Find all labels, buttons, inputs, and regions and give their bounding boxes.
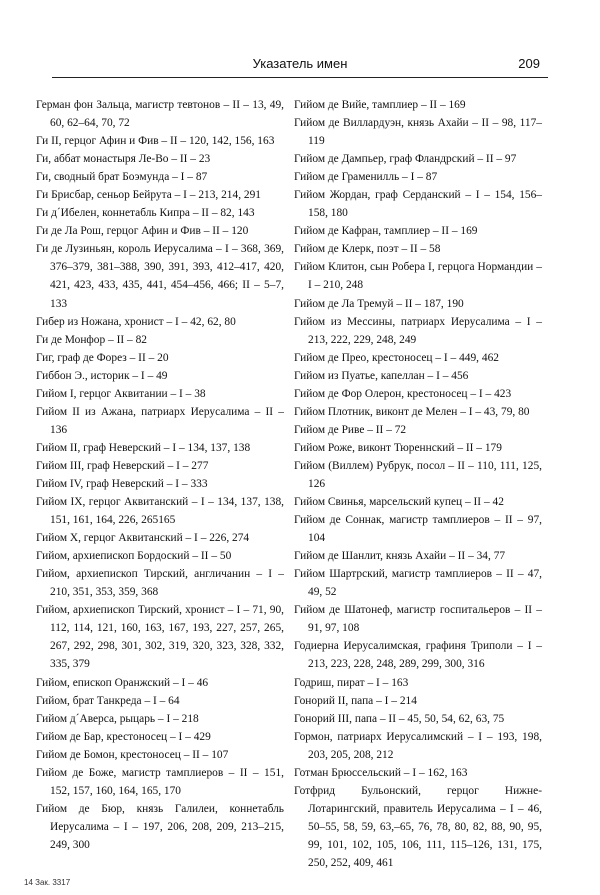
index-entry: Герман фон Зальца, магистр тевтонов – II – 13, 49, 60, 62–64, 70, 72 [36,99,284,130]
index-entry: Гийом III, граф Неверский – I – 277 [36,459,209,472]
index-entry: Ги, сводный брат Боэмунда – I – 87 [36,171,208,184]
index-entry: Гийом Роже, виконт Тюреннский – II – 179 [294,441,502,454]
page-number: 209 [518,56,540,71]
header-rule [52,77,548,78]
index-entry: Гийом де Ла Тремуй – II – 187, 190 [294,297,464,310]
index-entry: Гийом де Боже, магистр тамплиеров – II – 151, 152, 157, 160, 164, 165, 170 [36,766,284,797]
index-entry: Гийом де Бюр, князь Галилеи, коннетабль Иерусалима – I – 197, 206, 208, 209, 213–215, 249, 300 [36,802,284,851]
index-column-right [294,96,542,872]
print-signature-mark: 14 Зак. 3317 [24,878,71,887]
index-entry: Гонорий II, папа – I – 214 [294,694,417,707]
index-entry: Гийом IX, герцог Аквитанский – I – 134, 137, 138, 151, 161, 164, 226, 265165 [36,496,284,527]
index-entry: Гийом IV, граф Неверский – I – 333 [36,477,208,490]
index-entry: Гибер из Ножана, хронист – I – 42, 62, 80 [36,315,236,328]
index-entry: Гийом де Фор Олерон, крестоносец – I – 423 [294,387,512,400]
index-entry: Гийом (Виллем) Рубрук, посол – II – 110, 111, 125, 126 [294,459,542,490]
index-entry: Гийом де Шатонеф, магистр госпитальеров – II – 91, 97, 108 [294,604,542,635]
index-entry: Гийом де Прео, крестоносец – I – 449, 462 [294,351,499,364]
index-entry: Гийом, брат Танкреда – I – 64 [36,694,180,707]
index-entry: Ги Брисбар, сеньор Бейрута – I – 213, 214, 291 [36,189,261,202]
index-entry: Гийом Свинья, марсельский купец – II – 42 [294,496,504,509]
index-entry: Готфрид Бульонский, герцог Нижне-Лотарингский, правитель Иерусалима – I – 46, 50–55, 58, 59, 63,–65, 76, 78, 80, 82, 88, 90, 95, 99, 101, 102, 105, 106, 111, 115–126, 131, 175, 250, 252, 409, 461 [294,784,542,869]
index-entry: Гормон, патриарх Иерусалимский – I – 193, 198, 203, 205, 208, 212 [294,730,542,761]
index-entry: Гиббон Э., историк – I – 49 [36,369,168,382]
index-entry: Гийом, епископ Оранжский – I – 46 [36,676,209,689]
index-entry: Гийом де Дампьер, граф Фландрский – II – 97 [294,153,517,166]
index-entry: Гийом II, граф Неверский – I – 134, 137, 138 [36,441,251,454]
index-entry: Гийом, архиепископ Бордоский – II – 50 [36,550,232,563]
index-entry: Гийом де Соннак, магистр тамплиеров – II – 97, 104 [294,514,542,545]
index-entry: Гийом, архиепископ Тирский, хронист – I – 71, 90, 112, 114, 121, 160, 163, 167, 193, 227, 257, 265, 267, 292, 298, 301, 302, 319, 320, 323, 328, 332, 335, 379 [36,604,284,671]
index-entry: Гийом из Мессины, патриарх Иерусалима – I – 213, 222, 229, 248, 249 [294,315,542,346]
index-entry: Ги де Лузиньян, король Иерусалима – I – 368, 369, 376–379, 381–388, 390, 391, 393, 412–417, 420, 421, 423, 433, 435, 441, 454–456, 466; II – 5–7, 133 [36,243,284,310]
index-entry: Гийом де Кафран, тамплиер – II – 169 [294,225,478,238]
index-entry: Готман Брюссельский – I – 162, 163 [294,766,468,779]
index-entry: Гийом I, герцог Аквитании – I – 38 [36,387,206,400]
index-entry: Гийом де Шанлит, князь Ахайи – II – 34, 77 [294,550,506,563]
index-entry: Ги, аббат монастыря Ле-Во – II – 23 [36,153,211,166]
index-entry: Гийом Жордан, граф Серданский – I – 154, 156–158, 180 [294,189,542,220]
index-entry: Гийом де Вийе, тамплиер – II – 169 [294,99,466,111]
index-entry: Гийом X, герцог Аквитанский – I – 226, 274 [36,532,250,545]
index-entry: Гийом де Бомон, крестоносец – II – 107 [36,748,229,761]
index-entry: Ги де Ла Рош, герцог Афин и Фив – II – 120 [36,225,249,238]
index-entry: Гийом де Граменилль – I – 87 [294,171,438,184]
index-entry: Гийом, архиепископ Тирский, англичанин – I – 210, 351, 353, 359, 368 [36,568,284,599]
index-entry: Гиг, граф де Форез – II – 20 [36,351,169,364]
index-entry: Гийом из Пуатье, капеллан – I – 456 [294,369,469,382]
index-entry: Гийом Шартрский, магистр тамплиеров – II – 47, 49, 52 [294,568,542,599]
index-entry: Годриш, пират – I – 163 [294,676,409,689]
index-entry: Ги II, герцог Афин и Фив – II – 120, 142, 156, 163 [36,135,275,148]
index-entry: Ги д´Ибелен, коннетабль Кипра – II – 82, 143 [36,207,255,220]
index-entry: Гийом Клитон, сын Робера I, герцога Нормандии – I – 210, 248 [294,261,542,292]
index-entry: Гийом де Клерк, поэт – II – 58 [294,243,441,256]
index-entry: Гонорий III, папа – II – 45, 50, 54, 62, 63, 75 [294,712,505,725]
index-column-left [36,96,284,854]
index-entry: Гийом Плотник, виконт де Мелен – I – 43, 79, 80 [294,405,530,418]
index-entry: Гийом де Риве – II – 72 [294,423,407,436]
index-entry: Гийом де Бар, крестоносец – I – 429 [36,730,211,743]
index-entry: Ги де Монфор – II – 82 [36,333,147,346]
index-entry: Гийом де Виллардуэн, князь Ахайи – II – 98, 117–119 [294,117,542,148]
index-entry: Гийом д´Аверса, рыцарь – I – 218 [36,712,199,725]
running-header-title: Указатель имен [252,56,348,71]
index-entry: Гийом II из Ажана, патриарх Иерусалима – II – 136 [36,405,284,436]
index-entry: Годиерна Иерусалимская, графиня Триполи – I – 213, 223, 228, 248, 289, 299, 300, 316 [294,640,542,671]
